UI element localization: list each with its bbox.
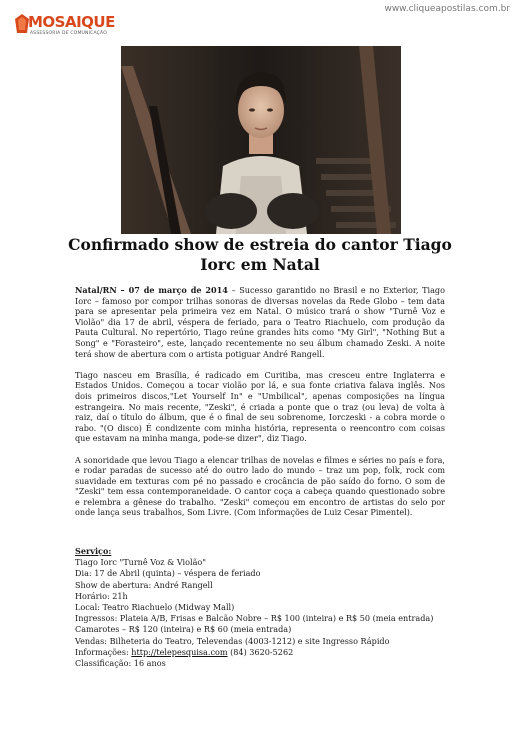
service-opening-act: Show de abertura: André Rangell	[75, 579, 213, 590]
service-info	[75, 546, 445, 669]
service-time: Horário: 21h	[75, 590, 128, 601]
logo-tagline: ASSESSORIA DE COMUNICAÇÃO	[30, 31, 107, 36]
service-rating: Classificação: 16 anos	[75, 658, 166, 669]
info-prefix: Informações:	[75, 646, 132, 657]
service-heading: Serviço:	[75, 546, 112, 556]
site-url[interactable]: www.cliqueapostilas.com.br	[384, 4, 510, 14]
headline-line-2: Iorc em Natal	[200, 255, 320, 274]
dateline: Natal/RN – 07 de março de 2014	[75, 285, 228, 295]
service-info-line	[75, 647, 445, 658]
headline-line-1: Confirmado show de estreia do cantor Tiago	[68, 235, 452, 254]
article-body	[75, 285, 445, 529]
service-box-tickets: Camarotes – R$ 120 (inteira) e R$ 60 (meia entrada)	[75, 624, 292, 635]
info-phone: (84) 3620-5262	[227, 646, 294, 657]
telepesquisa-link[interactable]: http://telepesquisa.com	[131, 646, 228, 657]
service-sales: Vendas: Bilheteria do Teatro, Televendas (4003-1212) e site Ingresso Rápido	[75, 635, 390, 646]
service-tickets: Ingressos: Plateia A/B, Frisas e Balcão Nobre – R$ 100 (inteira) e R$ 50 (meia entrada)	[75, 613, 434, 624]
paragraph-1	[75, 285, 445, 359]
logo-name: MOSAIQUE	[28, 13, 115, 31]
service-venue: Local: Teatro Riachuelo (Midway Mall)	[75, 602, 235, 613]
artist-photo-illustration	[121, 46, 401, 234]
service-show: Tiago Iorc "Turnê Voz & Violão"	[75, 557, 207, 568]
service-date: Dia: 17 de Abril (quinta) – véspera de feriado	[75, 568, 261, 579]
paragraph-1-text: – Sucesso garantido no Brasil e no Exterior, Tiago Iorc – famoso por compor trilhas sonoras de diversas novelas da Rede Globo – tem data para se apresentar pela primeira vez em Natal. O músico trará o show "Turnê Voz e Violão" dia 17 de abril, véspera de feriado, para o Teatro Riachuelo, com produção da Pauta Cultural. No repertório, Tiago reúne grandes hits como "My Girl", "Nothing But a Song" e "Forasteiro", este, lançado recentemente no seu álbum chamado Zeski. A noite terá show de abertura com o artista potiguar André Rangell.	[75, 285, 445, 359]
paragraph-2: Tiago nasceu em Brasília, é radicado em Curitiba, mas cresceu entre Inglaterra e Estados Unidos. Começou a tocar violão por lá, e sua fonte criativa falava inglês. Nos dois primeiros discos,"Let Yourself In" e "Umbilical", apenas composições na língua estrangeira. No mais recente, "Zeski", é criada a ponte que o traz (ou leva) de volta à raiz, daí o título do álbum, que é o final de seu sobrenome, Iorczeski - a cobra morde o rabo. "(O disco) É condizente com minha história, representa o reencontro com coisas que estavam na minha manga, pode-se dizer", diz Tiago.	[75, 369, 445, 444]
mosaique-logo	[14, 12, 124, 42]
artist-photo	[121, 46, 401, 234]
paragraph-3: A sonoridade que levou Tiago a elencar trilhas de novelas e filmes e séries no país e fora, e rodar paradas de sucesso até do outro lado do mundo – traz um pop, folk, rock com suavidade em texturas com pé no passado e crocância de pão saído do forno. O som de "Zeski" tem essa contemporaneidade. O cantor coça a cabeça quando questionado sobre e relembra a gênese do trabalho. "Zeski" começou em encontro de artistas do selo por onde lança seus trabalhos, Som Livre. (Com informações de Luiz Cesar Pimentel).	[75, 454, 445, 518]
headline	[60, 235, 460, 275]
